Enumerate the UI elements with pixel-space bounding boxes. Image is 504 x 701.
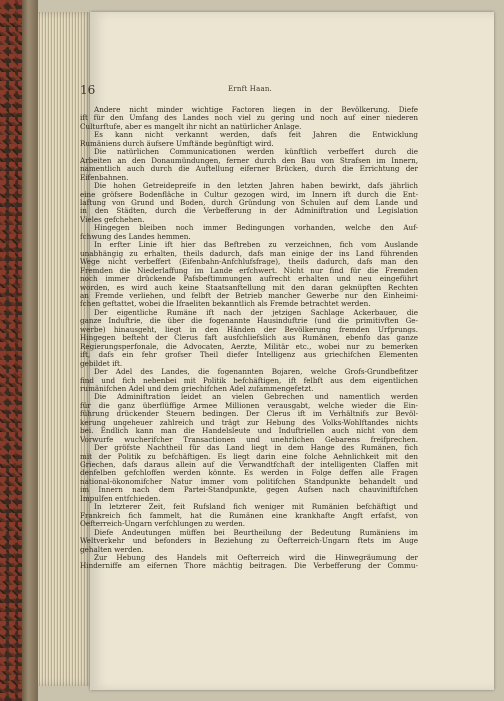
text-line: Hingegen befteht der Clerus faft ausfchliefslich aus Rumänen, ebenfo das ganze: [80, 334, 418, 343]
text-line: Die hohen Getreidepreife in den letzten Jahren haben bewirkt, dafs jährlich: [94, 182, 418, 191]
text-line: Impulfen entfchieden.: [80, 494, 161, 503]
book-binding-edge: [22, 0, 38, 701]
text-line: Vorwurfe wucherifcher Transactionen und unehrlichen Gebarens freifprechen.: [80, 435, 418, 444]
text-line: bei. Endlich kann man die Handelsleute und Induftriellen auch nicht von dem: [80, 427, 418, 436]
text-line: Fremden die Niederlaffung im Lande erfchwert. Nicht nur find für die Fremden: [80, 266, 418, 275]
text-line: gebildet ift.: [80, 359, 123, 368]
text-line: Hinderniffe am eifernen Thore mächtig beitragen. Die Verbefferung der Commu-: [80, 562, 418, 571]
page-number: 16: [80, 83, 96, 97]
text-line: ift für den Umfang des Landes noch viel zu gering und noch auf einer niederen: [80, 114, 418, 123]
body-text: [80, 106, 418, 571]
text-line: in den Städten, durch die Verbefferung in der Adminiftration und Legislation: [80, 207, 418, 216]
text-line: eine gröfsere Bodenfläche in Cultur gezogen wird, im Innern ift durch die Ent-: [80, 190, 418, 199]
text-line: In erfter Linie ift hier das Beftreben zu verzeichnen, fich vom Auslande: [94, 241, 418, 250]
text-line: Die Adminiftration leidet an vielen Gebrechen und namentlich werden: [94, 393, 418, 402]
text-line: Diefe Andeutungen müffen bei Beurtheilung der Bedeutung Rumäniens im: [94, 528, 418, 537]
text-line: Griechen, dafs daraus allein auf die Verwandtfchaft der intelligenten Claffen mit: [80, 461, 418, 470]
text-line: kerung ungeheuer zahlreich und trägt zur Hebung des Volks-Wohlftandes nichts: [80, 418, 418, 427]
text-line: noch immer drückende Pafsbeftimmungen aufrecht erhalten und neu eingeführt: [80, 275, 418, 284]
text-line: Der eigentliche Rumäne ift nach der jetzigen Sachlage Ackerbauer, die: [94, 308, 418, 317]
text-line: Weltverkehr und befonders in Beziehung zu Oefterreich-Ungarn ftets im Auge: [80, 537, 418, 546]
text-line: Vieles gefchehen.: [80, 215, 145, 224]
text-line: Die natürlichen Communicationen werden künftlich verbeffert durch die: [94, 148, 418, 157]
text-line: im Innern nach dem Partei-Standpunkte, gegen Aufsen nach chauviniftifchen: [80, 486, 418, 495]
text-line: Wege nicht verbeffert (Eifenbahn-Anfchlufsfrage), theils dadurch, dafs man den: [80, 258, 418, 267]
text-line: worden, es wird auch keine Staatsanftellung mit den daran geknüpften Rechten: [80, 283, 418, 292]
text-line: Der gröfste Nachtheil für das Land liegt in dem Hange des Rumänen, fich: [94, 444, 418, 453]
book-cover-marbled: [0, 0, 22, 701]
text-line: mit der Politik zu befchäftigen. Es liegt darin eine folche Aehnlichkeit mit den: [80, 452, 418, 461]
text-line: rumänifchen Adel und dem griechifchen Adel zufammengefetzt.: [80, 384, 314, 393]
text-line: Arbeiten an den Donaumündungen, ferner durch den Bau von Strafsen im Innern,: [80, 156, 418, 165]
text-line: für die ganz überflüffige Armee Millionen verausgabt, welche wieder die Ein-: [80, 401, 418, 410]
text-line: Zur Hebung des Handels mit Oefterreich wird die Hinwegräumung der: [94, 554, 418, 563]
text-line: national-ökonomifcher Natur immer vom politifchen Standpunkte behandelt und: [80, 477, 418, 486]
text-line: Rumäniens durch äufsere Umftände begünftigt wird.: [80, 139, 274, 148]
text-line: fchwung des Landes hemmen.: [80, 232, 191, 241]
text-line: ift, dafs ein fehr grofser Theil diefer Intelligenz aus griechifchen Elementen: [80, 351, 418, 360]
text-line: laftung von Grund und Boden, durch Gründung von Schulen auf dem Lande und: [80, 198, 418, 207]
text-line: Andere nicht minder wichtige Factoren liegen in der Bevölkerung. Diefe: [94, 106, 418, 114]
text-line: Der Adel des Landes, die fogenannten Bojaren, welche Grofs-Grundbefitzer: [94, 368, 418, 377]
text-line: denfelben gefchloffen werden könnte. Es werden in Folge deffen alle Fragen: [80, 469, 418, 478]
text-line: Oefterreich-Ungarn verfchlungen zu werden.: [80, 520, 246, 529]
text-line: Frankreich fich fammelt, hat die Rumänen eine krankhafte Angft erfafst, von: [80, 511, 418, 520]
text-line: find und fich nebenbei mit Politik befchäftigen, ift felbft aus dem eigentlichen: [80, 376, 418, 385]
text-line: führung drückender Steuern bedingen. Der Clerus ift im Verhältnifs zur Bevöl-: [80, 410, 418, 419]
text-line: Eifenbahnen.: [80, 173, 129, 182]
text-line: an Fremde verliehen, und felbft der Betrieb mancher Gewerbe nur den Einheimi-: [80, 291, 418, 300]
text-line: In letzterer Zeit, feit Rufsland fich weniger mit Rumänien befchäftigt und: [94, 503, 418, 512]
page-header: [80, 83, 420, 101]
text-line: ganze Induftrie, die über die fogenannte Hausinduftrie (und die primitivften Ge-: [80, 317, 418, 326]
text-line: namentlich auch durch die Auftellung eiferner Brücken, durch die Errichtung der: [80, 165, 418, 174]
running-head: Ernft Haan.: [228, 85, 272, 93]
text-line: Regierungsperfonale, die Advocaten, Aerzte, Militär etc., wobei nur zu bemerken: [80, 342, 418, 351]
text-line: Hingegen bleiben noch immer Bedingungen vorhanden, welche den Auf-: [94, 224, 418, 233]
text-line: unabhängig zu erhalten, theils dadurch, dafs man einige der ins Land führenden: [80, 249, 418, 258]
text-line: werbe) hinausgeht, liegt in den Händen der Bevölkerung fremden Urfprungs.: [80, 325, 418, 334]
text-line: fchen geftattet, wobei die Ifraeliten bekanntlich als Fremde betrachtet werden.: [80, 300, 371, 309]
text-line: Es kann nicht verkannt werden, dafs feit Jahren die Entwicklung: [94, 131, 418, 140]
text-line: Culturftufe, aber es mangelt ihr nicht an natürlicher Anlage.: [80, 122, 302, 131]
text-line: gehalten werden.: [80, 545, 144, 554]
